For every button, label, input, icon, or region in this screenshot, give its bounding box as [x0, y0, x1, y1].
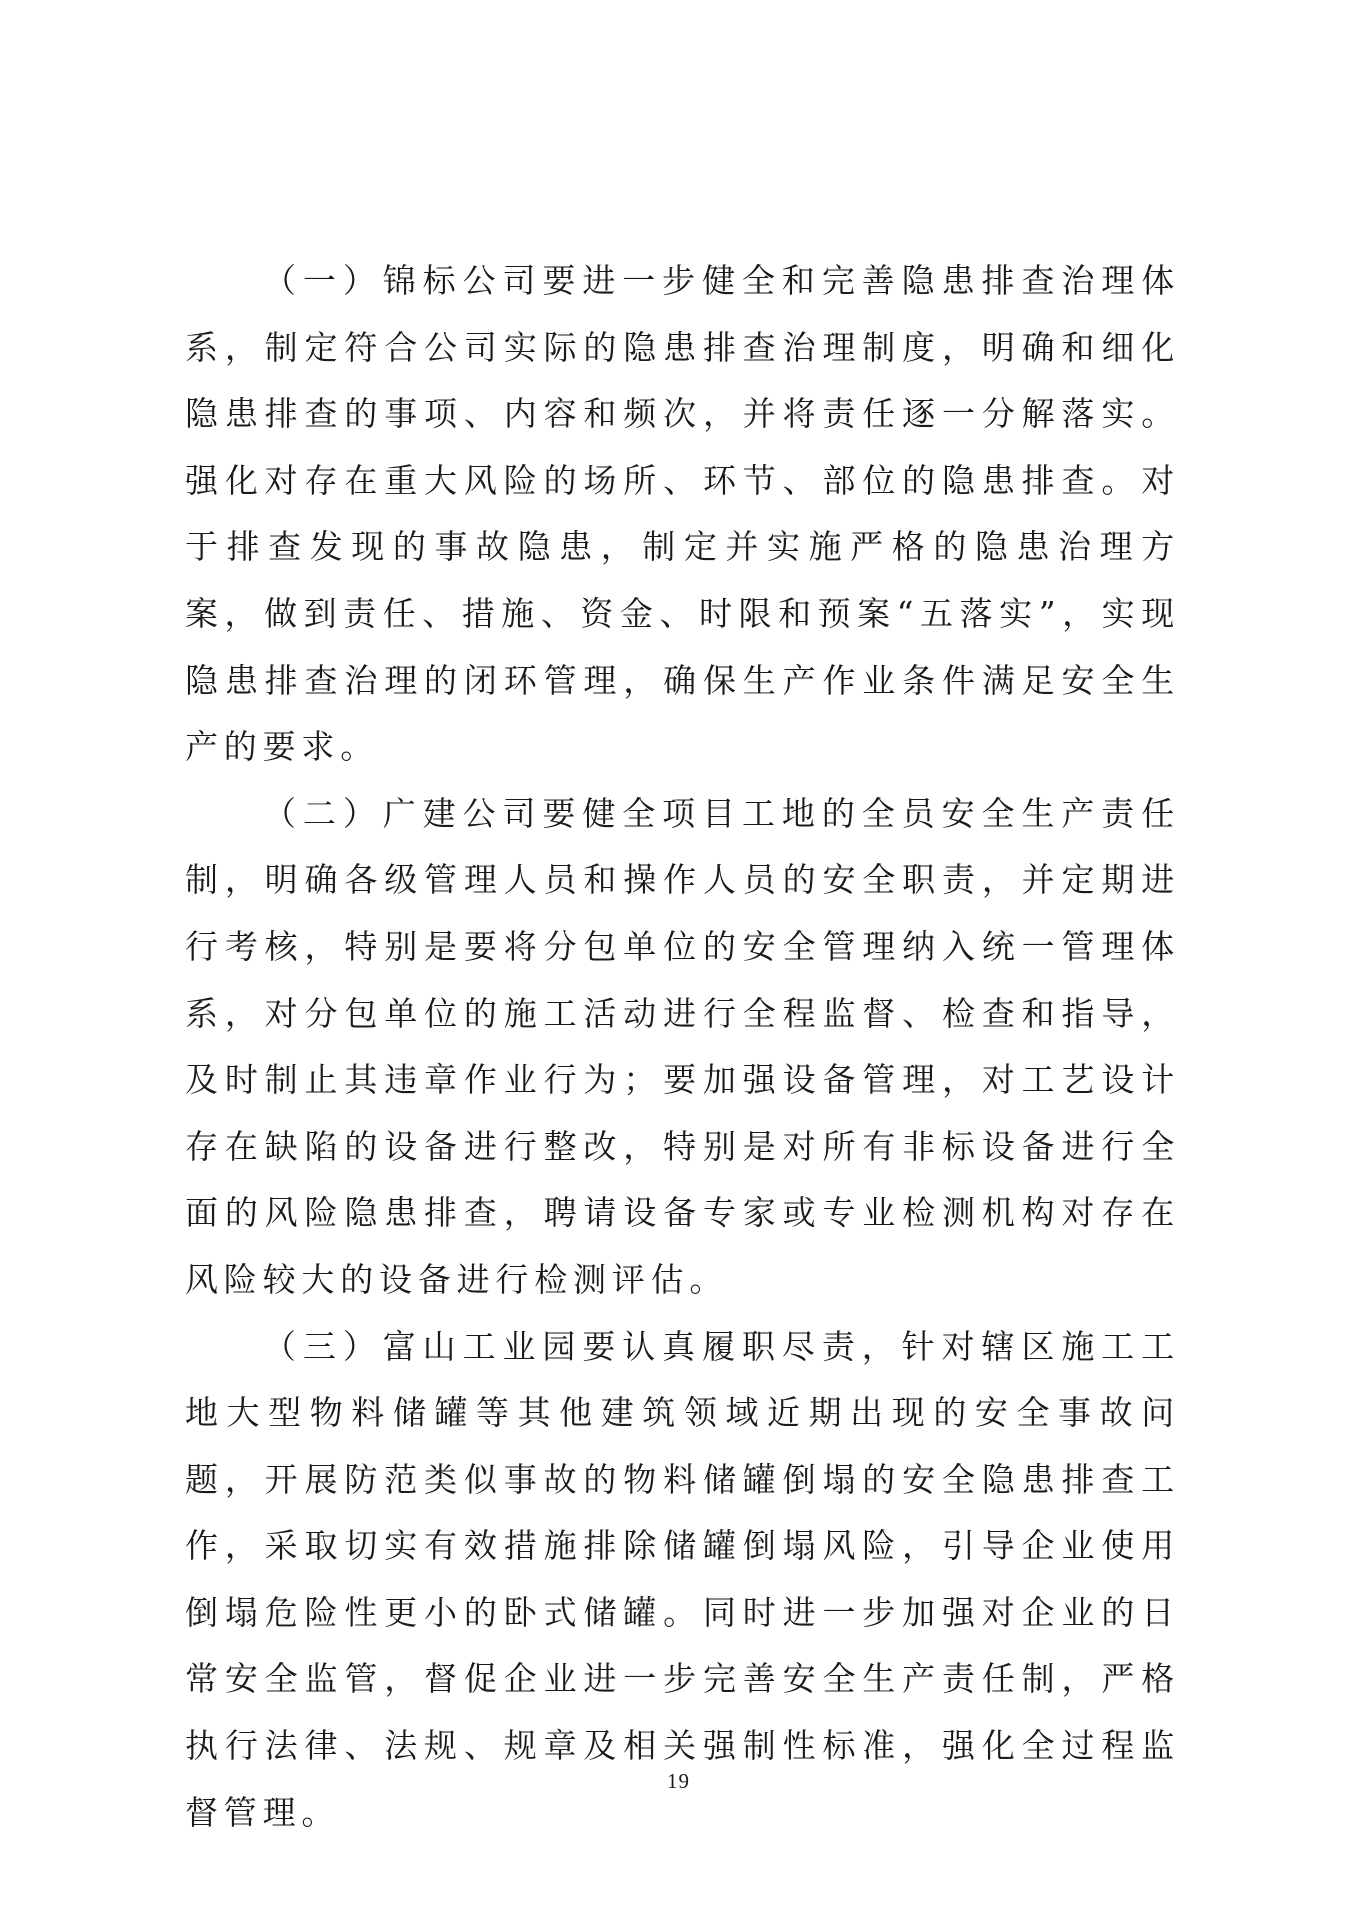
- paragraph-guangjian: （二）广建公司要健全项目工地的全员安全生产责任制，明确各级管理人员和操作人员的安全职责，并定期进行考核，特别是要将分包单位的安全管理纳入统一管理体系，对分包单位的施工活动进行全程监督、检查和指导，及时制止其违章作业行为；要加强设备管理，对工艺设计存在缺陷的设备进行整改，特别是对所有非标设备进行全面的风险隐患排查，聘请设备专家或专业检测机构对存在风险较大的设备进行检测评估。: [185, 793, 1180, 1299]
- page-number: 19: [667, 1769, 690, 1793]
- body-text: [185, 248, 1180, 1846]
- paragraph-fushan: （三）富山工业园要认真履职尽责，针对辖区施工工地大型物料储罐等其他建筑领域近期出现的安全事故问题，开展防范类似事故的物料储罐倒塌的安全隐患排查工作，采取切实有效措施排除储罐倒塌风险，引导企业使用倒塌危险性更小的卧式储罐。同时进一步加强对企业的日常安全监管，督促企业进一步完善安全生产责任制，严格执行法律、法规、规章及相关强制性标准，强化全过程监督管理。: [185, 1326, 1180, 1832]
- paragraph-jinbiao: （一）锦标公司要进一步健全和完善隐患排查治理体系，制定符合公司实际的隐患排查治理制度，明确和细化隐患排查的事项、内容和频次，并将责任逐一分解落实。强化对存在重大风险的场所、环节、部位的隐患排查。对于排查发现的事故隐患，制定并实施严格的隐患治理方案，做到责任、措施、资金、时限和预案“五落实”，实现隐患排查治理的闭环管理，确保生产作业条件满足安全生产的要求。: [185, 261, 1180, 767]
